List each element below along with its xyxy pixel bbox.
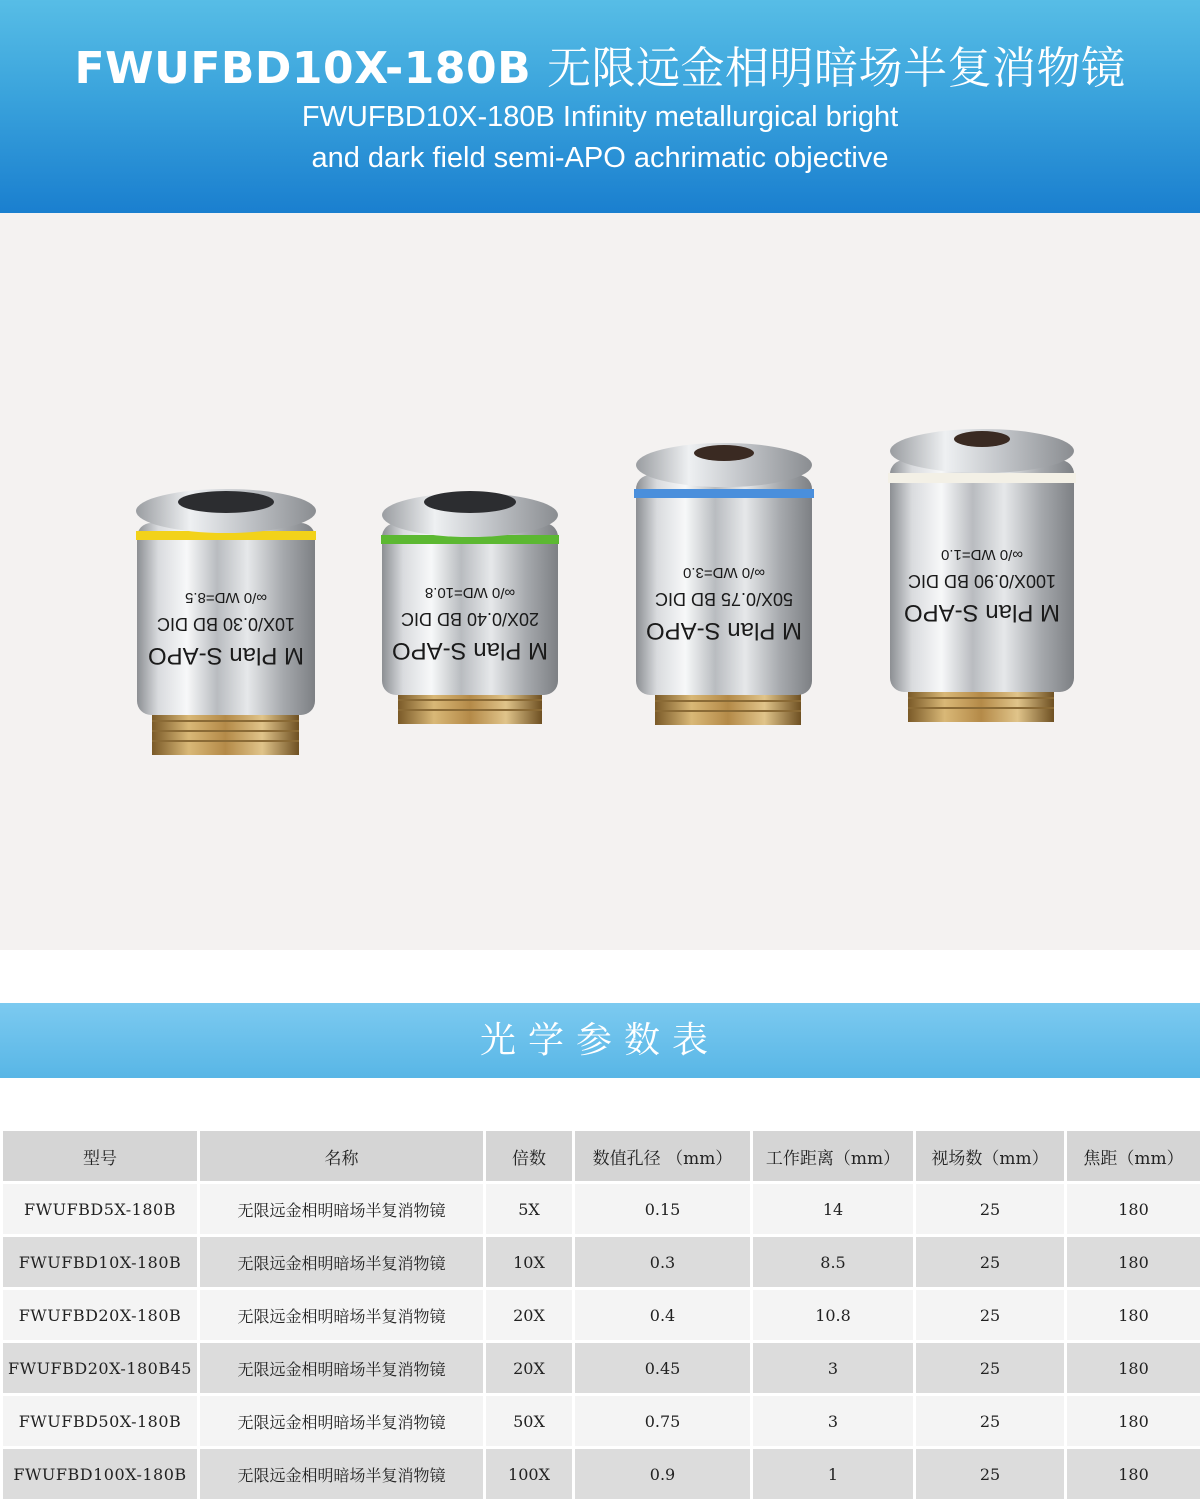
lens-2-thread xyxy=(398,690,542,724)
objective-100x xyxy=(888,429,1076,722)
cell-magnification: 100X xyxy=(486,1449,572,1499)
objective-20x xyxy=(381,491,559,724)
cell-model: FWUFBD50X-180B xyxy=(3,1396,197,1446)
cell-magnification: 50X xyxy=(486,1396,572,1446)
lens-4-label-2: 100X/0.90 BD DIC xyxy=(907,571,1057,591)
cell-na: 0.4 xyxy=(575,1290,750,1340)
subtitle-line-1: FWUFBD10X-180B Infinity metallurgical bright xyxy=(301,101,899,133)
cell-wd: 8.5 xyxy=(753,1237,913,1287)
title-model: FWUFBD10X-180B xyxy=(74,43,532,94)
cell-model: FWUFBD5X-180B xyxy=(3,1184,197,1234)
objective-50x xyxy=(634,443,814,725)
header-name: 名称 xyxy=(200,1131,483,1181)
cell-name: 无限远金相明暗场半复消物镜 xyxy=(200,1449,483,1499)
cell-wd: 14 xyxy=(753,1184,913,1234)
header-banner xyxy=(0,0,1200,213)
cell-na: 0.15 xyxy=(575,1184,750,1234)
lens-3-label-1: M Plan S-APO xyxy=(645,617,803,644)
cell-model: FWUFBD10X-180B xyxy=(3,1237,197,1287)
header-magnification: 倍数 xyxy=(486,1131,572,1181)
cell-magnification: 5X xyxy=(486,1184,572,1234)
cell-na: 0.45 xyxy=(575,1343,750,1393)
cell-focal: 180 xyxy=(1067,1290,1200,1340)
table-row xyxy=(3,1237,1200,1287)
page-title xyxy=(0,42,1200,96)
cell-name: 无限远金相明暗场半复消物镜 xyxy=(200,1343,483,1393)
lens-2-label-1: M Plan S-APO xyxy=(391,637,549,664)
header-numerical-aperture: 数值孔径 （mm） xyxy=(575,1131,750,1181)
cell-fn: 25 xyxy=(916,1237,1064,1287)
lens-2-label-3: ∞/0 WD=10.8 xyxy=(424,584,516,601)
cell-magnification: 10X xyxy=(486,1237,572,1287)
lens-1-label-1: M Plan S-APO xyxy=(147,642,305,669)
lens-3-label-3: ∞/0 WD=3.0 xyxy=(683,564,765,581)
lens-4-label-1: M Plan S-APO xyxy=(903,599,1061,626)
cell-model: FWUFBD20X-180B45 xyxy=(3,1343,197,1393)
lens-4-band xyxy=(888,473,1076,483)
cell-fn: 25 xyxy=(916,1290,1064,1340)
cell-na: 0.75 xyxy=(575,1396,750,1446)
header-field-number: 视场数（mm） xyxy=(916,1131,1064,1181)
cell-model: FWUFBD100X-180B xyxy=(3,1449,197,1499)
table-row xyxy=(3,1184,1200,1234)
cell-fn: 25 xyxy=(916,1343,1064,1393)
lens-1-label-3: ∞/0 WD=8.5 xyxy=(185,589,267,606)
cell-wd: 1 xyxy=(753,1449,913,1499)
optical-parameter-table xyxy=(0,1128,1200,1502)
cell-focal: 180 xyxy=(1067,1396,1200,1446)
product-photo xyxy=(0,213,1200,950)
lens-3-label-2: 50X/0.75 BD DIC xyxy=(654,589,794,609)
table-row xyxy=(3,1449,1200,1499)
section-title: 光学参数表 xyxy=(479,1020,720,1061)
cell-wd: 3 xyxy=(753,1396,913,1446)
table-row xyxy=(3,1343,1200,1393)
section-title-bar xyxy=(0,1003,1200,1078)
header-focal-length: 焦距（mm） xyxy=(1067,1131,1200,1181)
lens-1-label-2: 10X/0.30 BD DIC xyxy=(156,614,296,634)
lens-2-label-2: 20X/0.40 BD DIC xyxy=(400,609,540,629)
cell-na: 0.9 xyxy=(575,1449,750,1499)
objectives-illustration xyxy=(0,213,1200,950)
cell-name: 无限远金相明暗场半复消物镜 xyxy=(200,1237,483,1287)
cell-name: 无限远金相明暗场半复消物镜 xyxy=(200,1184,483,1234)
table-header-row xyxy=(3,1131,1200,1181)
cell-name: 无限远金相明暗场半复消物镜 xyxy=(200,1290,483,1340)
cell-magnification: 20X xyxy=(486,1290,572,1340)
title-cn: 无限远金相明暗场半复消物镜 xyxy=(546,43,1126,94)
table-row xyxy=(3,1290,1200,1340)
cell-wd: 10.8 xyxy=(753,1290,913,1340)
lens-3-thread xyxy=(655,690,801,725)
lens-3-body xyxy=(636,475,812,695)
header-model: 型号 xyxy=(3,1131,197,1181)
lens-4-thread xyxy=(908,687,1054,722)
cell-focal: 180 xyxy=(1067,1184,1200,1234)
header-working-distance: 工作距离（mm） xyxy=(753,1131,913,1181)
lens-4-label-3: ∞/0 WD=1.0 xyxy=(941,546,1023,563)
subtitle-line-2: and dark field semi-APO achrimatic objective xyxy=(311,142,889,174)
cell-focal: 180 xyxy=(1067,1449,1200,1499)
cell-fn: 25 xyxy=(916,1184,1064,1234)
cell-fn: 25 xyxy=(916,1449,1064,1499)
lens-3-band xyxy=(634,489,814,498)
lens-1-thread xyxy=(152,710,299,755)
cell-fn: 25 xyxy=(916,1396,1064,1446)
cell-wd: 3 xyxy=(753,1343,913,1393)
cell-magnification: 20X xyxy=(486,1343,572,1393)
cell-focal: 180 xyxy=(1067,1237,1200,1287)
table-row xyxy=(3,1396,1200,1446)
cell-focal: 180 xyxy=(1067,1343,1200,1393)
lens-2-body xyxy=(382,523,558,695)
objective-10x xyxy=(136,489,316,755)
cell-model: FWUFBD20X-180B xyxy=(3,1290,197,1340)
cell-name: 无限远金相明暗场半复消物镜 xyxy=(200,1396,483,1446)
cell-na: 0.3 xyxy=(575,1237,750,1287)
